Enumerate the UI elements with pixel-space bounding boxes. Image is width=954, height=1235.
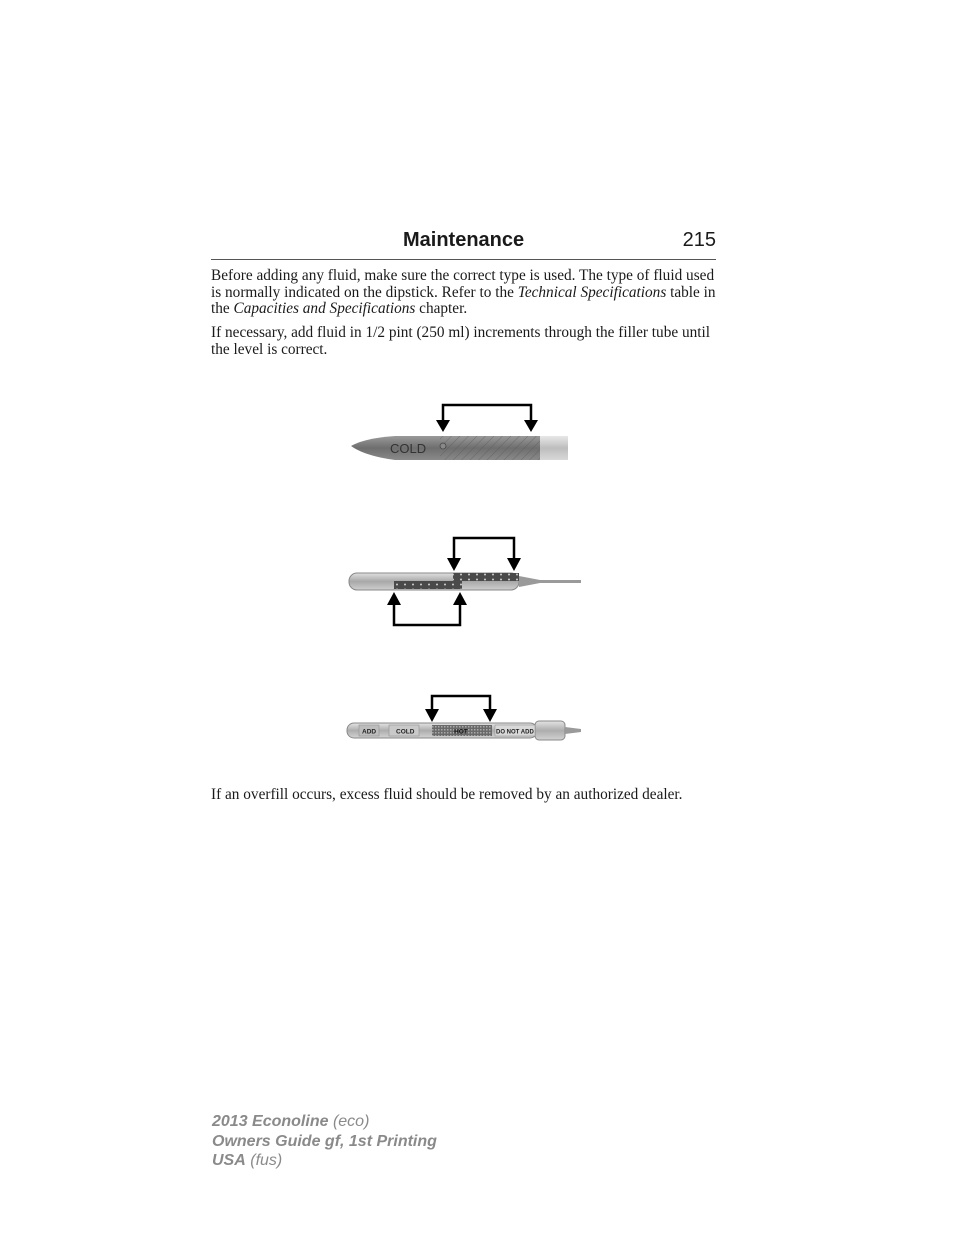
dipstick-3-arrow-right bbox=[483, 709, 497, 722]
p1-italic-capacities: Capacities and Specifications bbox=[233, 300, 416, 317]
dipstick-2-scale-lower bbox=[394, 581, 462, 589]
footer-model-code: (eco) bbox=[332, 1113, 370, 1130]
dipstick-figure-2 bbox=[345, 532, 585, 630]
page-footer bbox=[212, 1112, 437, 1171]
dipstick-1-shaft bbox=[540, 436, 568, 460]
dipstick-2-bottom-arrow-left bbox=[387, 592, 401, 605]
dipstick-figure-3 bbox=[345, 690, 585, 742]
dipstick-3-do-not-add-label: DO NOT ADD bbox=[496, 729, 534, 736]
footer-line-3 bbox=[212, 1151, 437, 1171]
page-number: 215 bbox=[682, 229, 716, 251]
dipstick-3-cold-label: COLD bbox=[396, 728, 415, 736]
dipstick-2-top-bracket bbox=[454, 538, 514, 566]
dipstick-2-bottom-bracket bbox=[394, 598, 460, 625]
dipstick-1-hatch bbox=[440, 436, 540, 460]
footer-line-1 bbox=[212, 1112, 437, 1132]
footer-line-2 bbox=[212, 1132, 437, 1152]
dipstick-2-taper bbox=[519, 576, 581, 587]
dipstick-1-arrow-right bbox=[524, 420, 538, 432]
paragraph-add-fluid: If necessary, add fluid in 1/2 pint (250 ml) increments through the filler tube until the level is correct. bbox=[211, 324, 711, 358]
dipstick-1-hole bbox=[440, 443, 446, 449]
dipstick-3-bracket bbox=[432, 696, 490, 716]
p1-italic-technical-specs: Technical Specifications bbox=[517, 283, 667, 301]
paragraph-overfill: If an overfill occurs, excess fluid should be removed by an authorized dealer. bbox=[211, 786, 683, 803]
dipstick-3-add-label: ADD bbox=[362, 728, 377, 736]
dipstick-1-label: COLD bbox=[390, 441, 427, 456]
dipstick-2-bottom-arrow-right bbox=[453, 592, 467, 605]
p1-text-3: chapter. bbox=[415, 300, 468, 317]
dipstick-3-arrow-left bbox=[425, 709, 439, 722]
header-rule bbox=[211, 259, 716, 260]
footer-model: 2013 Econoline bbox=[212, 1113, 329, 1130]
p1-text-1: Before adding any fluid, make sure the correct type is used. The type of fluid used is normally indicated on the dipstick. Refer to the bbox=[211, 267, 715, 301]
footer-printing: Owners Guide gf, 1st Printing bbox=[212, 1132, 437, 1150]
dipstick-figure-1 bbox=[345, 398, 575, 468]
page-header bbox=[211, 229, 716, 252]
paragraph-fluid-type bbox=[211, 268, 716, 318]
dipstick-3-taper bbox=[565, 727, 581, 734]
dipstick-2-top-arrow-left bbox=[447, 558, 461, 571]
footer-region: USA bbox=[212, 1152, 246, 1169]
p1-text-2: table in the bbox=[211, 283, 716, 317]
dipstick-1-arrow-left bbox=[436, 420, 450, 432]
dipstick-2-scale-upper bbox=[453, 573, 519, 581]
dipstick-3-hot-label: HOT bbox=[454, 728, 468, 736]
dipstick-2-top-arrow-right bbox=[507, 558, 521, 571]
section-title: Maintenance bbox=[403, 229, 525, 251]
dipstick-1-arrow-bracket bbox=[443, 405, 531, 428]
dipstick-3-collar bbox=[535, 721, 565, 740]
footer-region-code: (fus) bbox=[250, 1152, 283, 1169]
